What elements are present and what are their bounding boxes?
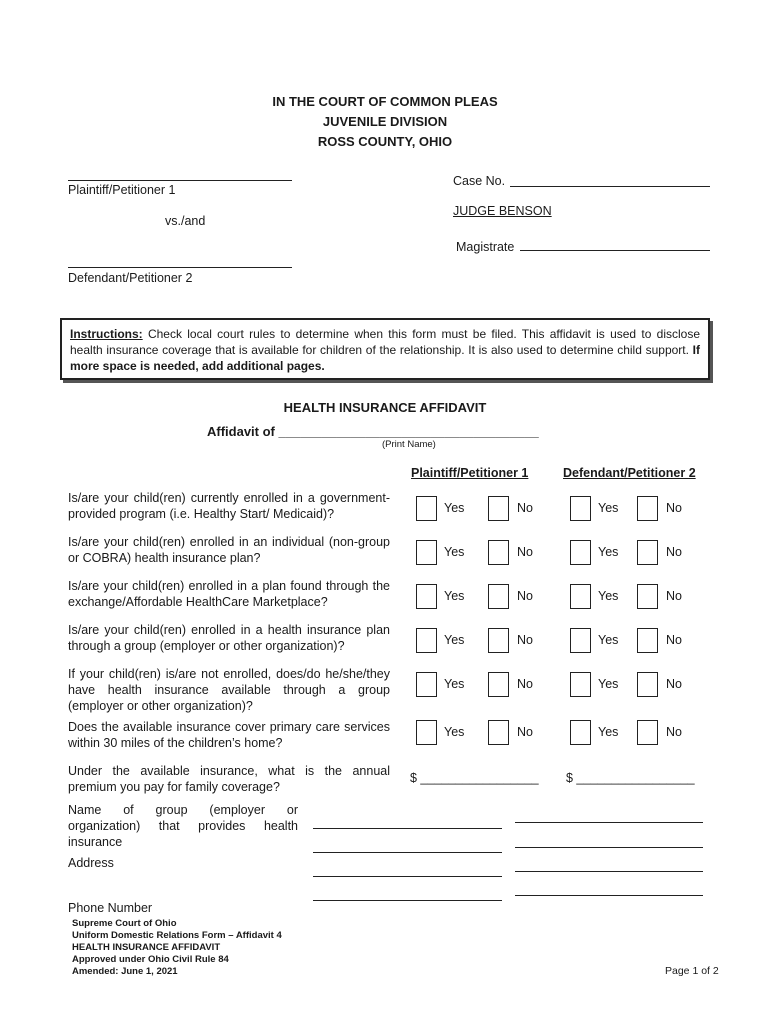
address-label: Address xyxy=(68,856,114,870)
premium-question: Under the available insurance, what is the annual premium you pay for family coverage? xyxy=(68,764,390,794)
plaintiff-name-line[interactable] xyxy=(68,180,292,181)
judge-name: JUDGE BENSON xyxy=(453,204,552,218)
checkbox-label-no: No xyxy=(666,545,682,559)
vs-label: vs./and xyxy=(165,214,206,228)
defendant-name-line[interactable] xyxy=(68,267,292,268)
question-text: Is/are your child(ren) enrolled in an individual (non-group or COBRA) health insurance plan? xyxy=(68,535,390,565)
checkbox-party1-yes[interactable] xyxy=(416,720,437,745)
case-no-label: Case No. xyxy=(453,174,506,188)
footer xyxy=(72,918,282,978)
instructions-text: Check local court rules to determine when this form must be filed. This affidavit is used to disclose health insurance coverage that is available for children of the relationship. It is also used to determine child support. xyxy=(70,327,700,357)
checkbox-party1-yes[interactable] xyxy=(416,672,437,697)
defendant-label: Defendant/Petitioner 2 xyxy=(68,271,193,285)
checkbox-party2-no[interactable] xyxy=(637,496,658,521)
footer-line2: Uniform Domestic Relations Form – Affidavit 4 xyxy=(72,930,282,941)
checkbox-label-yes: Yes xyxy=(444,501,465,515)
checkbox-party2-yes[interactable] xyxy=(570,496,591,521)
checkbox-label-yes: Yes xyxy=(598,677,619,691)
address-line1-party1[interactable] xyxy=(313,852,502,853)
checkbox-party1-no[interactable] xyxy=(488,628,509,653)
checkbox-label-no: No xyxy=(517,633,533,647)
magistrate-label: Magistrate xyxy=(456,240,515,254)
column-header-party1: Plaintiff/Petitioner 1 xyxy=(411,466,529,480)
checkbox-label-no: No xyxy=(517,725,533,739)
case-no-line[interactable] xyxy=(510,186,710,187)
checkbox-party2-yes[interactable] xyxy=(570,540,591,565)
checkbox-party2-no[interactable] xyxy=(637,720,658,745)
group-name-label: Name of group (employer or organization) that provides health insurance xyxy=(68,803,298,849)
checkbox-label-no: No xyxy=(517,545,533,559)
plaintiff-label: Plaintiff/Petitioner 1 xyxy=(68,183,176,197)
page-number: Page 1 of 2 xyxy=(665,965,719,977)
address-line2-party2[interactable] xyxy=(515,871,703,872)
checkbox-party2-no[interactable] xyxy=(637,628,658,653)
footer-line5: Amended: June 1, 2021 xyxy=(72,966,178,977)
group-name-line-party2[interactable] xyxy=(515,822,703,823)
checkbox-label-no: No xyxy=(666,589,682,603)
checkbox-label-yes: Yes xyxy=(598,501,619,515)
checkbox-party2-yes[interactable] xyxy=(570,628,591,653)
footer-line3: HEALTH INSURANCE AFFIDAVIT xyxy=(72,942,221,953)
footer-line1: Supreme Court of Ohio xyxy=(72,918,177,929)
checkbox-label-yes: Yes xyxy=(444,545,465,559)
checkbox-party1-no[interactable] xyxy=(488,720,509,745)
checkbox-label-yes: Yes xyxy=(444,677,465,691)
affidavit-of-label: Affidavit of xyxy=(207,424,279,439)
question-text: Is/are your child(ren) currently enrolled in a government-provided program (i.e. Healthy Start/ Medicaid)? xyxy=(68,491,390,521)
affidavit-name-blank[interactable]: ____________________________________ xyxy=(278,424,539,439)
instructions-bold-text: If more space is needed, add additional pages. xyxy=(70,343,700,373)
checkbox-label-yes: Yes xyxy=(598,725,619,739)
instructions-label: Instructions: xyxy=(70,327,143,341)
address-line2-party1[interactable] xyxy=(313,876,502,877)
checkbox-label-yes: Yes xyxy=(444,589,465,603)
column-header-party2: Defendant/Petitioner 2 xyxy=(563,466,696,480)
checkbox-label-no: No xyxy=(666,633,682,647)
checkbox-party1-yes[interactable] xyxy=(416,628,437,653)
court-name: IN THE COURT OF COMMON PLEAS xyxy=(272,94,498,109)
checkbox-party2-yes[interactable] xyxy=(570,672,591,697)
magistrate-line[interactable] xyxy=(520,250,710,251)
checkbox-party2-yes[interactable] xyxy=(570,720,591,745)
checkbox-label-yes: Yes xyxy=(444,633,465,647)
checkbox-label-no: No xyxy=(666,677,682,691)
checkbox-label-no: No xyxy=(517,501,533,515)
premium-party2-field[interactable]: $ _________________ xyxy=(566,771,695,785)
phone-line-party2[interactable] xyxy=(515,895,703,896)
checkbox-party1-yes[interactable] xyxy=(416,540,437,565)
court-county: ROSS COUNTY, OHIO xyxy=(317,134,453,149)
checkbox-party2-no[interactable] xyxy=(637,584,658,609)
group-name-line-party1[interactable] xyxy=(313,828,502,829)
footer-line4: Approved under Ohio Civil Rule 84 xyxy=(72,954,229,965)
checkbox-label-no: No xyxy=(666,725,682,739)
checkbox-label-no: No xyxy=(666,501,682,515)
checkbox-party1-no[interactable] xyxy=(488,584,509,609)
checkbox-party1-no[interactable] xyxy=(488,540,509,565)
checkbox-label-yes: Yes xyxy=(598,545,619,559)
phone-label: Phone Number xyxy=(68,901,153,915)
checkbox-party1-yes[interactable] xyxy=(416,496,437,521)
checkbox-label-yes: Yes xyxy=(598,633,619,647)
checkbox-label-yes: Yes xyxy=(444,725,465,739)
checkbox-party1-no[interactable] xyxy=(488,672,509,697)
print-name-caption: (Print Name) xyxy=(382,439,436,450)
phone-line-party1[interactable] xyxy=(313,900,502,901)
checkbox-label-yes: Yes xyxy=(598,589,619,603)
premium-party1-field[interactable]: $ _________________ xyxy=(410,771,539,785)
affidavit-of-line xyxy=(207,424,539,439)
address-line1-party2[interactable] xyxy=(515,847,703,848)
checkbox-party2-no[interactable] xyxy=(637,672,658,697)
checkbox-label-no: No xyxy=(517,589,533,603)
checkbox-label-no: No xyxy=(517,677,533,691)
court-division: JUVENILE DIVISION xyxy=(322,114,448,129)
question-text: If your child(ren) is/are not enrolled, does/do he/she/they have health insurance available through a group (employer or other organization)? xyxy=(68,667,390,713)
affidavit-title: HEALTH INSURANCE AFFIDAVIT xyxy=(283,400,487,415)
checkbox-party2-yes[interactable] xyxy=(570,584,591,609)
question-text: Does the available insurance cover primary care services within 30 miles of the children’s home? xyxy=(68,720,390,750)
checkbox-party2-no[interactable] xyxy=(637,540,658,565)
checkbox-party1-yes[interactable] xyxy=(416,584,437,609)
question-text: Is/are your child(ren) enrolled in a health insurance plan through a group (employer or other organization)? xyxy=(68,623,390,653)
question-text: Is/are your child(ren) enrolled in a plan found through the exchange/Affordable HealthCare Marketplace? xyxy=(68,579,390,609)
instructions-box xyxy=(60,318,710,380)
checkbox-party1-no[interactable] xyxy=(488,496,509,521)
